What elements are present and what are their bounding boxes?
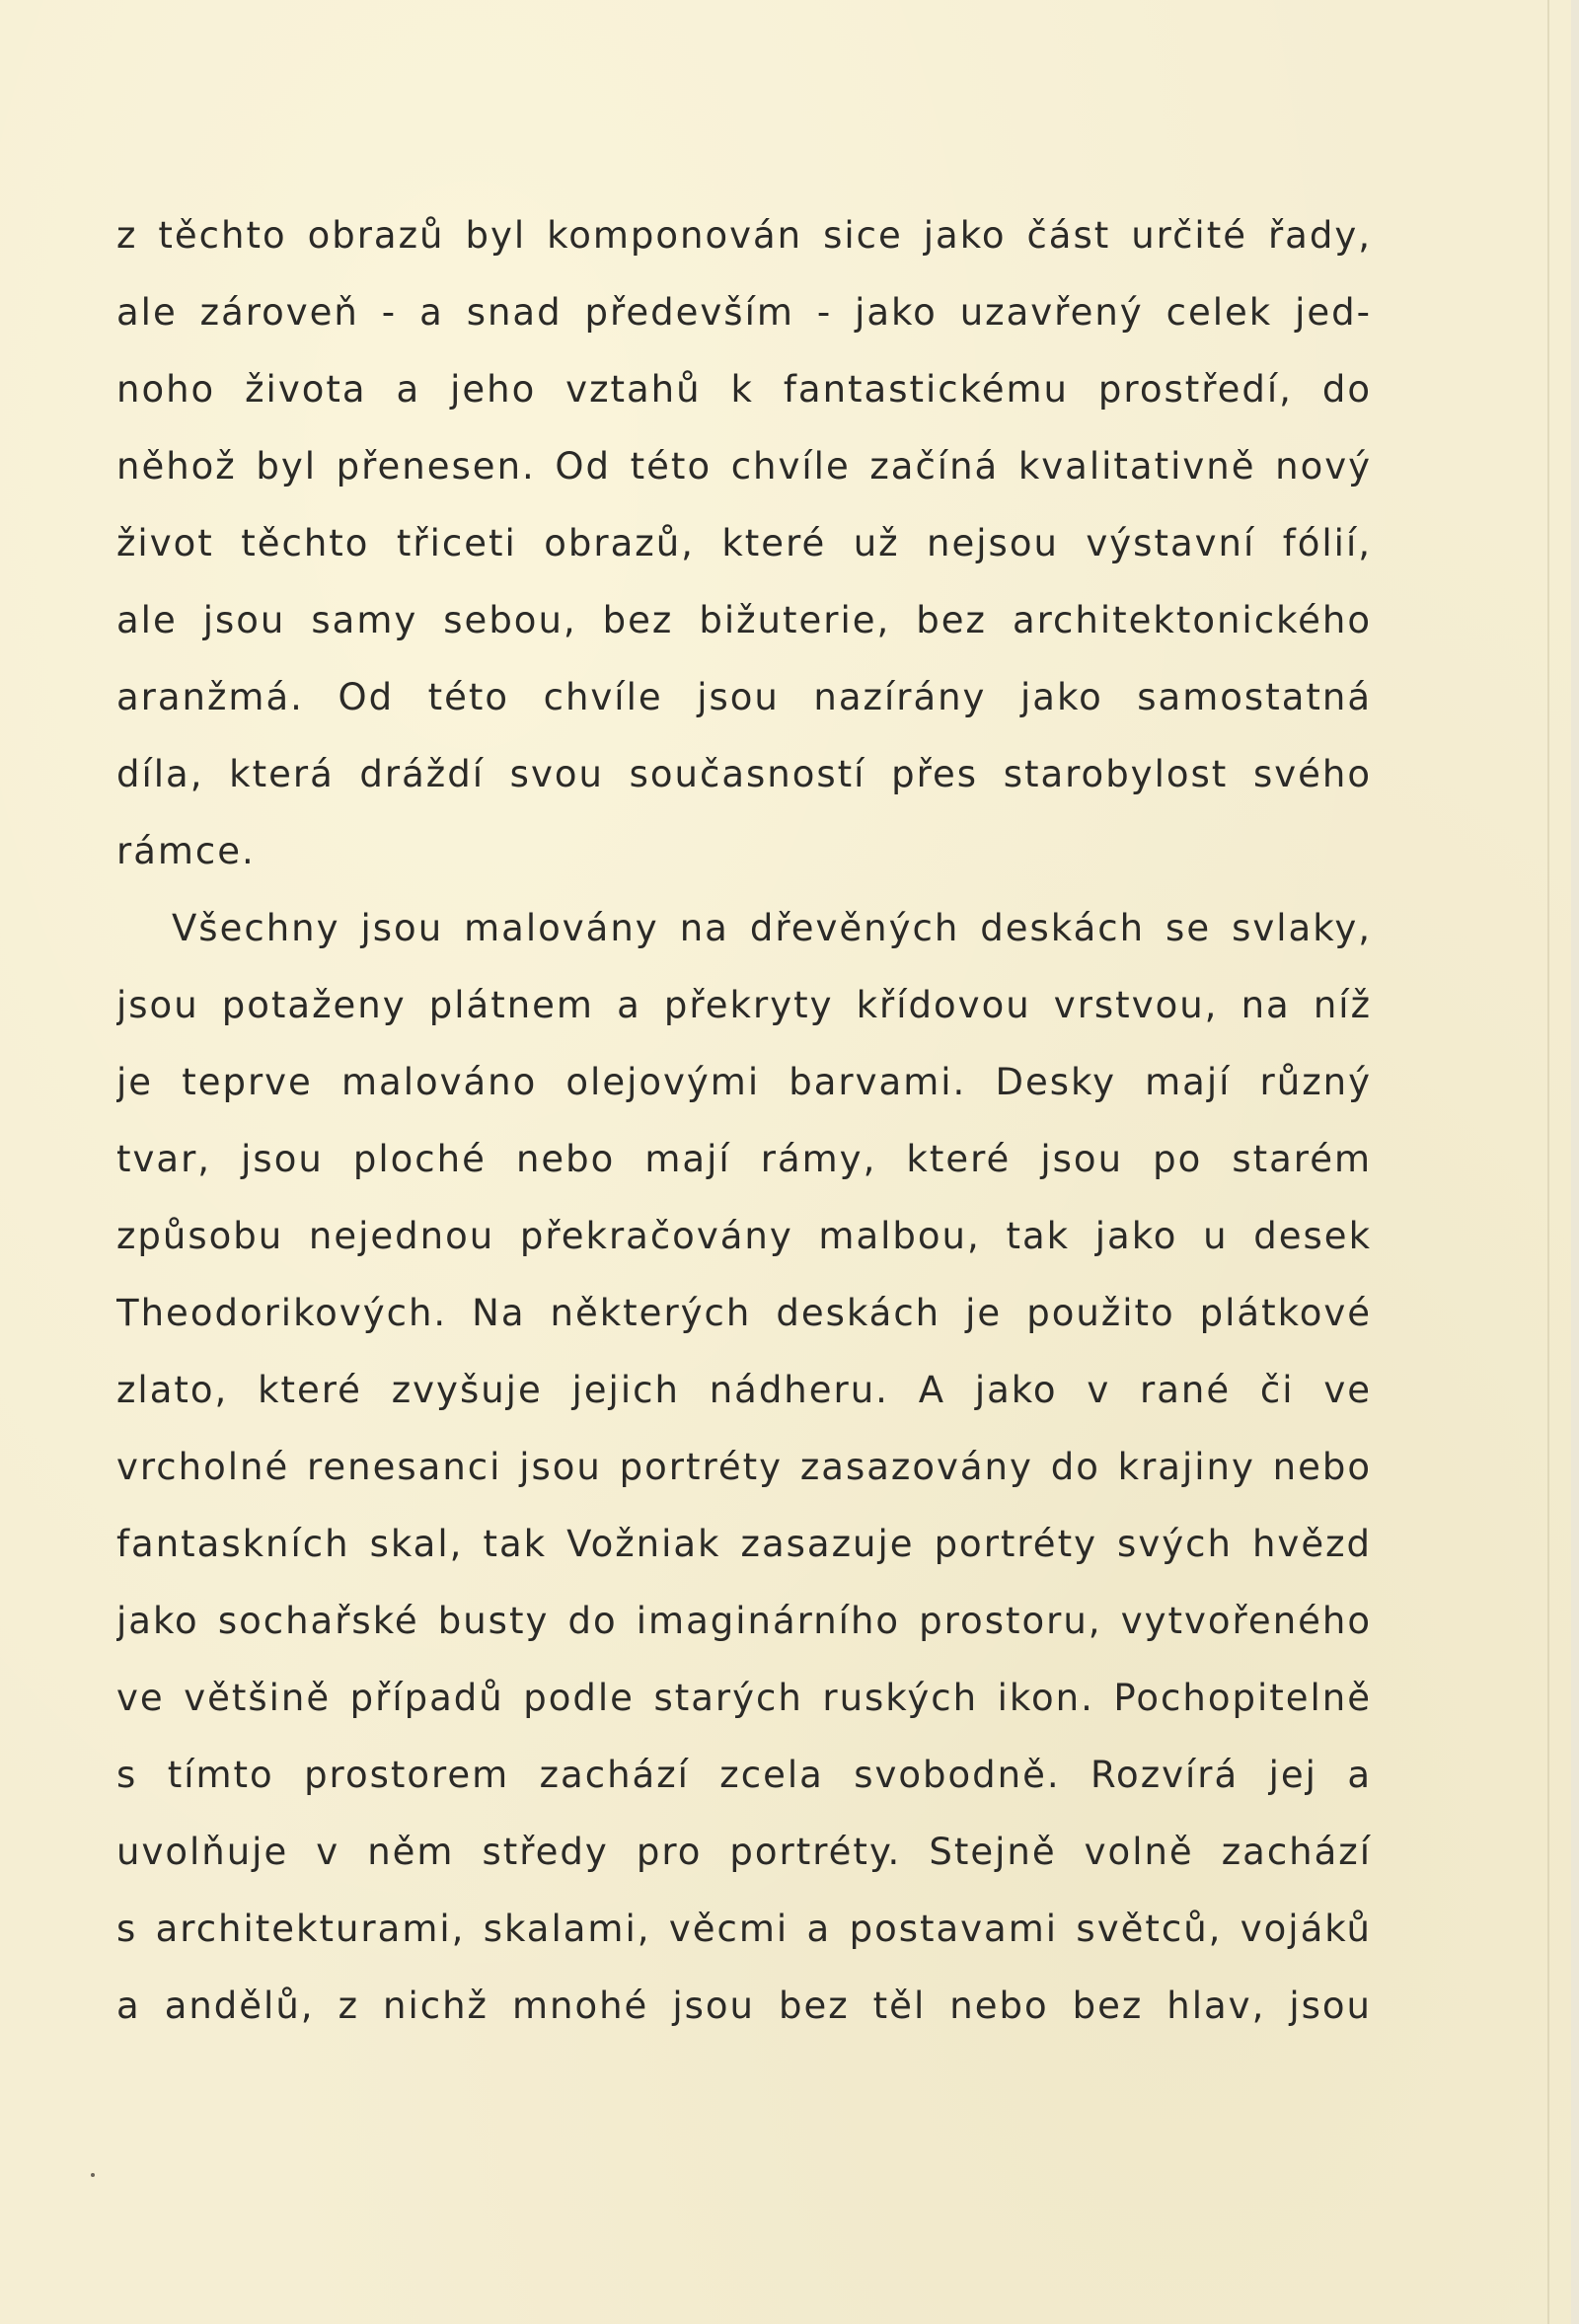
text-line: jako sochařské busty do imaginárního prostoru, vytvořeného [116,1600,1372,1642]
paper-speck [91,2173,95,2177]
paragraph-start-line: Všechny jsou malovány na dřevěných deskách se svlaky, [172,907,1372,949]
text-line: jsou potaženy plátnem a překryty křídovou vrstvou, na níž [116,984,1372,1026]
text-line: s architekturami, skalami, věcmi a postavami světců, vojáků [116,1908,1372,1950]
text-line: něhož byl přenesen. Od této chvíle začíná kvalitativně nový [116,445,1372,487]
text-line: ale zároveň - a snad především - jako uzavřený celek jed- [116,291,1372,334]
paragraph-end-line: rámce. [116,830,256,872]
text-line: Theodorikových. Na některých deskách je použito plátkové [116,1292,1372,1334]
text-line: noho života a jeho vztahů k fantastickému prostředí, do [116,368,1372,411]
text-line: život těchto třiceti obrazů, které už nejsou výstavní fólií, [116,522,1372,564]
text-line: aranžmá. Od této chvíle jsou nazírány jako samostatná [116,676,1372,718]
text-line: a andělů, z nichž mnohé jsou bez těl nebo bez hlav, jsou [116,1985,1372,2027]
text-line: zlato, které zvyšuje jejich nádheru. A jako v rané či ve [116,1369,1372,1411]
text-line: způsobu nejednou překračovány malbou, tak jako u desek [116,1215,1372,1257]
body-text [116,197,1372,2045]
text-line: z těchto obrazů byl komponován sice jako část určité řady, [116,214,1372,257]
text-line: uvolňuje v něm středy pro portréty. Stejně volně zachází [116,1831,1372,1873]
text-line: díla, která dráždí svou současností přes starobylost svého [116,753,1372,795]
text-line: s tímto prostorem zachází zcela svobodně. Rozvírá jej a [116,1754,1372,1796]
text-line: vrcholné renesanci jsou portréty zasazovány do krajiny nebo [116,1446,1372,1488]
text-line: ale jsou samy sebou, bez bižuterie, bez architektonického [116,599,1372,641]
text-line: fantaskních skal, tak Vožniak zasazuje portréty svých hvězd [116,1523,1372,1565]
text-line: tvar, jsou ploché nebo mají rámy, které jsou po starém [116,1138,1372,1180]
page-edge [1547,0,1549,2324]
text-line: je teprve malováno olejovými barvami. Desky mají různý [116,1061,1372,1103]
text-line: ve většině případů podle starých ruských ikon. Pochopitelně [116,1677,1372,1719]
